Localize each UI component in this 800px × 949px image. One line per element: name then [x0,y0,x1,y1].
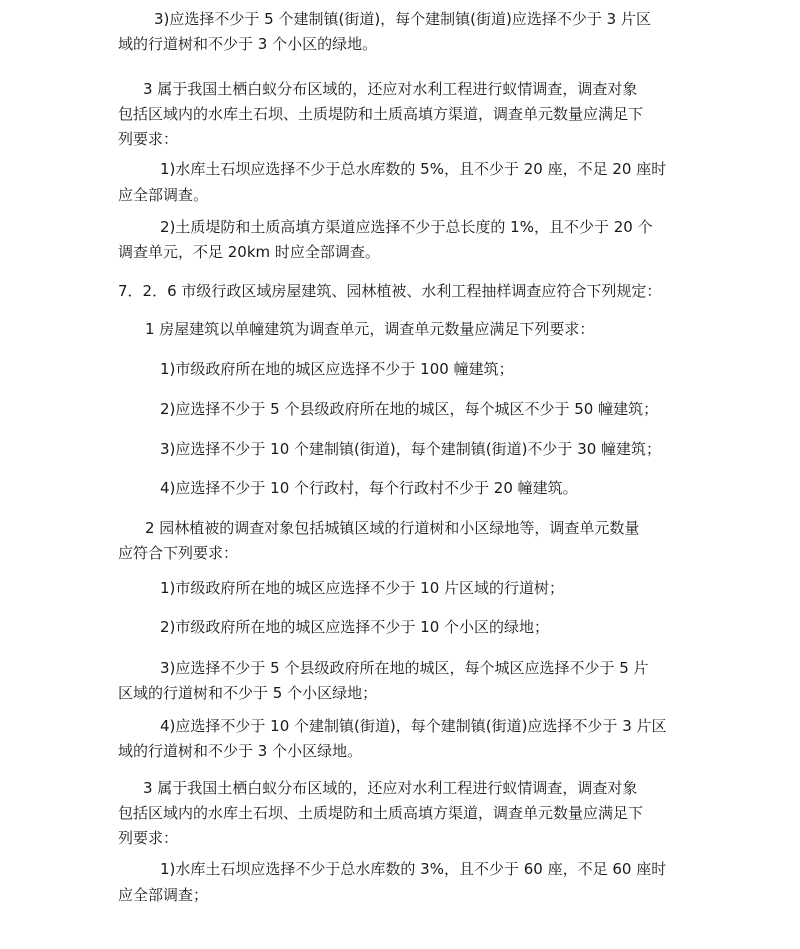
list-item [160,656,649,681]
list-item [118,681,377,706]
text-line: 包括区域内的水库土石坝、土质堤防和土质高填方渠道，调查单元数量应满足下 [118,804,644,822]
paragraph [154,7,651,32]
text-line: 1)市级政府所在地的城区应选择不少于 10 片区域的行道树； [160,579,565,597]
paragraph [143,77,637,102]
text-line: 2)市级政府所在地的城区应选择不少于 10 个小区的绿地； [160,618,550,636]
text-line: 应符合下列要求： [118,544,239,562]
text-line: 3 属于我国土栖白蚁分布区域的，还应对水利工程进行蚁情调查，调查对象 [143,80,638,98]
text-line: 3)应选择不少于 5 个建制镇(街道)，每个建制镇(街道)应选择不少于 3 片区 [154,10,651,28]
paragraph [118,801,643,851]
text-line: 列要求： [118,130,179,148]
paragraph [143,776,637,801]
section-heading [118,279,661,304]
list-item [160,576,564,601]
paragraph [118,183,208,208]
list-item [160,476,578,501]
text-line: 3)应选择不少于 5 个县级政府所在地的城区，每个城区应选择不少于 5 片 [160,659,649,677]
text-line: 列要求： [118,829,179,847]
paragraph [118,541,238,566]
text-line: 1)市级政府所在地的城区应选择不少于 100 幢建筑； [160,360,514,378]
list-item [118,739,362,764]
text-line: 1)水库土石坝应选择不少于总水库数的 5%，且不少于 20 座，不足 20 座时 [160,160,667,178]
paragraph [160,157,666,182]
text-line: 7．2．6 市级行政区域房屋建筑、园林植被、水利工程抽样调查应符合下列规定： [118,282,662,300]
text-line: 4)应选择不少于 10 个行政村，每个行政村不少于 20 幢建筑。 [160,479,578,497]
list-item [160,615,549,640]
list-item [160,714,667,739]
text-line: 域的行道树和不少于 3 个小区的绿地。 [118,35,378,53]
text-line: 调查单元，不足 20km 时应全部调查。 [118,243,380,261]
text-line: 2 园林植被的调查对象包括城镇区域的行道树和小区绿地等，调查单元数量 [145,519,640,537]
paragraph [145,317,594,342]
text-line: 4)应选择不少于 10 个建制镇(街道)，每个建制镇(街道)应选择不少于 3 片区 [160,717,667,735]
list-item [118,883,208,908]
text-line: 1)水库土石坝应选择不少于总水库数的 3%，且不少于 60 座，不足 60 座时 [160,860,667,878]
text-line: 1 房屋建筑以单幢建筑为调查单元，调查单元数量应满足下列要求： [145,320,595,338]
text-line: 应全部调查； [118,886,209,904]
paragraph [145,516,639,541]
text-line: 域的行道树和不少于 3 个小区绿地。 [118,742,363,760]
list-item [160,397,658,422]
list-item [160,437,661,462]
text-line: 3 属于我国土栖白蚁分布区域的，还应对水利工程进行蚁情调查，调查对象 [143,779,638,797]
text-line: 2)土质堤防和土质高填方渠道应选择不少于总长度的 1%，且不少于 20 个 [160,218,653,236]
paragraph [118,102,643,152]
paragraph [160,215,653,240]
paragraph [118,32,377,57]
text-line: 包括区域内的水库土石坝、土质堤防和土质高填方渠道，调查单元数量应满足下 [118,105,644,123]
text-line: 3)应选择不少于 10 个建制镇(街道)，每个建制镇(街道)不少于 30 幢建筑； [160,440,662,458]
text-line: 区域的行道树和不少于 5 个小区绿地； [118,684,378,702]
list-item [160,857,666,882]
text-line: 2)应选择不少于 5 个县级政府所在地的城区，每个城区不少于 50 幢建筑； [160,400,659,418]
paragraph [118,240,380,265]
text-line: 应全部调查。 [118,186,209,204]
list-item [160,357,514,382]
